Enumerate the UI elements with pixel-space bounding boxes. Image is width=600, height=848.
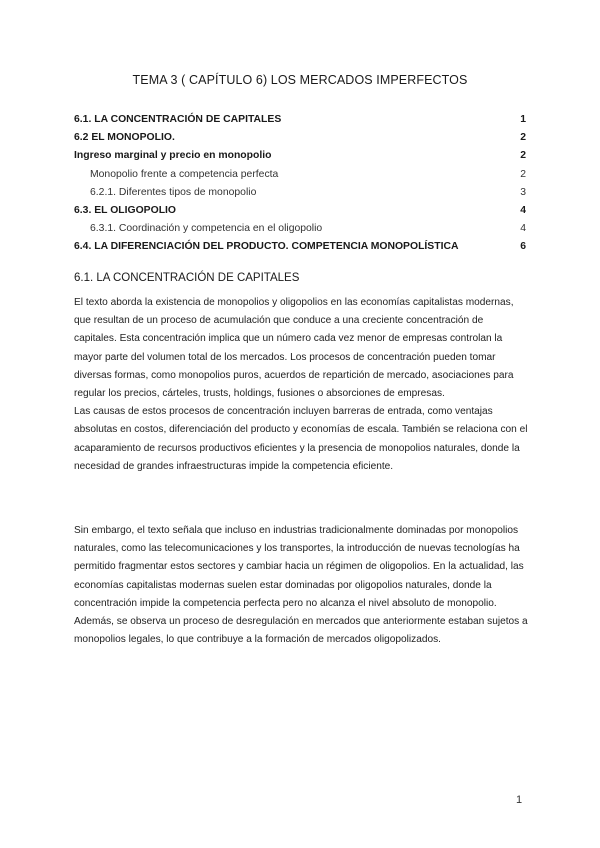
table-of-contents: [74, 111, 526, 257]
toc-entry-page: 6: [520, 241, 526, 253]
toc-entry-page: 2: [520, 150, 526, 162]
toc-entry-label: 6.1. LA CONCENTRACIÓN DE CAPITALES: [74, 114, 282, 125]
toc-entry-coordinacion[interactable]: [74, 220, 526, 238]
toc-entry-label: Monopolio frente a competencia perfecta: [90, 168, 279, 180]
toc-entry-page: 2: [520, 132, 526, 144]
toc-entry-page: 4: [520, 223, 526, 235]
toc-entry-page: 3: [520, 186, 526, 198]
toc-entry-label: 6.2 EL MONOPOLIO.: [74, 132, 175, 144]
toc-entry-page: 4: [520, 204, 526, 216]
body-paragraph-block: [74, 294, 528, 476]
toc-entry-label: 6.3.1. Coordinación y competencia en el oligopolio: [90, 223, 323, 235]
toc-entry-label: 6.3. EL OLIGOPOLIO: [74, 204, 177, 216]
page-number: 1: [516, 794, 523, 806]
toc-entry-label: 6.4. LA DIFERENCIACIÓN DEL PRODUCTO. COMPETENCIA MONOPOLÍSTICA: [74, 241, 459, 253]
toc-entry-page: 2: [520, 168, 526, 180]
toc-entry-monopolio[interactable]: [74, 129, 526, 147]
toc-entry-diferenciacion[interactable]: [74, 238, 526, 256]
toc-entry-ingreso-marginal[interactable]: [74, 147, 526, 165]
toc-entry-label: 6.2.1. Diferentes tipos de monopolio: [90, 186, 257, 198]
section-heading: 6.1. LA CONCENTRACIÓN DE CAPITALES: [74, 272, 300, 284]
body-paragraph: Sin embargo, el texto señala que incluso en industrias tradicionalmente dominadas por monopolios naturales, como las telecomunicaciones y los transportes, la introducción de nuevas tecnologías ha permitido fragmentar estos sectores y cambiar hacia un régimen de oligopolios. En la actualidad, las economías capitalistas modernas suelen estar dominadas por oligopolios naturales, donde la concentración impide la competencia perfecta pero no alcanza el nivel absoluto de monopolio. Además, se observa un proceso de desregulación en mercados que anteriormente estaban sujetos a monopolios legales, lo que contribuye a la formación de mercados oligopolizados.: [74, 525, 528, 646]
toc-entry-label: Ingreso marginal y precio en monopolio: [74, 150, 272, 162]
toc-entry-tipos-monopolio[interactable]: [74, 184, 526, 202]
toc-entry-page: 1: [520, 114, 526, 125]
toc-entry-monopolio-vs-competencia[interactable]: [74, 166, 526, 184]
toc-entry-concentracion[interactable]: [74, 111, 526, 129]
body-paragraph: Las causas de estos procesos de concentración incluyen barreras de entrada, como ventajas absolutas en costos, diferenciación del producto y economías de escala. También se relaciona con el acaparamiento de recursos productivos eficientes y la presencia de monopolios naturales, donde la necesidad de grandes infraestructuras impide la competencia eficiente.: [74, 406, 528, 472]
toc-entry-oligopolio[interactable]: [74, 202, 526, 220]
document-title: TEMA 3 ( CAPÍTULO 6) LOS MERCADOS IMPERFECTOS: [132, 73, 468, 87]
body-paragraph: El texto aborda la existencia de monopolios y oligopolios en las economías capitalistas modernas, que resultan de un proceso de acumulación que conduce a una creciente concentración de capitales. Esta concentración implica que un número cada vez menor de empresas controlan la mayor parte del volumen total de los mercados. Los procesos de concentración pueden tomar diversas formas, como monopolios puros, acuerdos de repartición de mercado, asociaciones para regular los precios, cárteles, trusts, holdings, fusiones o absorciones de empresas.: [74, 297, 514, 400]
